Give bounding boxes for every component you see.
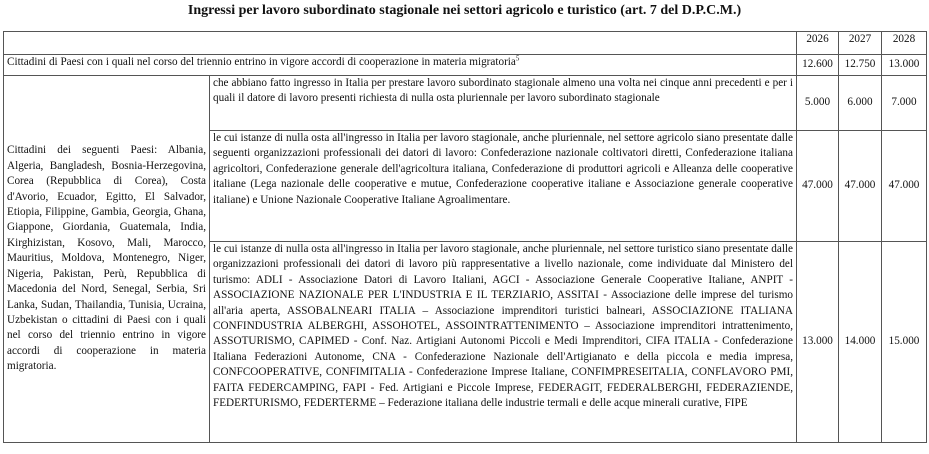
year-header-2027: 2027 [839,32,882,55]
header-empty-cell [4,32,797,55]
description-cell: che abbiano fatto ingresso in Italia per prestare lavoro subordinato stagionale almeno una volta nei cinque anni precedenti e per i quali il datore di lavoro presenti richiesta di nulla osta pluriennale per lavoro subordinato stagionale [210,76,797,131]
countries-list-cell: Cittadini dei seguenti Paesi: Albania, Algeria, Bangladesh, Bosnia-Herzegovina, Corea (Repubblica di Corea), Costa d'Avorio, Ecuador, Egitto, El Salvador, Etiopia, Filippine, Gambia, Georgia, Ghana, Giappone, Giordania, Guatemala, India, Kirghizistan, Kosovo, Mali, Marocco, Mauritius, Moldova, Montenegro, Niger, Nigeria, Pakistan, Perù, Repubblica di Macedonia del Nord, Senegal, Serbia, Sri Lanka, Sudan, Thailandia, Tunisia, Ucraina, Uzbekistan o cittadini di Paesi con i quali nel corso del triennio entrino in vigore accordi di cooperazione in materia migratoria. [4,76,210,443]
footnote-marker: 5 [515,54,520,63]
value-cell: 12.600 [797,55,839,76]
table-row [4,76,927,131]
value-cell: 15.000 [882,242,927,443]
value-cell: 13.000 [797,242,839,443]
value-cell: 47.000 [882,131,927,242]
quota-table [3,31,927,443]
year-header-2026: 2026 [797,32,839,55]
table-header-row [4,32,927,55]
description-cell: le cui istanze di nulla osta all'ingresso in Italia per lavoro stagionale, anche pluriennale, nel settore agricolo siano presentate dalle seguenti organizzazioni professionali dei datori di lavoro: Confederazione nazionale coltivatori diretti, Confederazione italiana agricoltori, Confederazione generale dell'agricoltura italiana, Confederazione di produttori agricoli e Alleanza delle cooperative italiane (Lega nazionale delle cooperative e mutue, Confederazione cooperative italiane e Associazione generale cooperative italiane) e Unione Nazionale Cooperative Italiane Agroalimentare. [210,131,797,242]
value-cell: 5.000 [797,76,839,131]
row-label-cooperation [4,55,797,76]
year-header-2028: 2028 [882,32,927,55]
value-cell: 47.000 [839,131,882,242]
value-cell: 47.000 [797,131,839,242]
value-cell: 14.000 [839,242,882,443]
document-title: Ingressi per lavoro subordinato stagionale nei settori agricolo e turistico (art. 7 del D.P.C.M.) [187,3,742,18]
row-label-text: Cittadini di Paesi con i quali nel corso del triennio entrino in vigore accordi di cooperazione in materia migratoria [7,56,516,68]
description-cell: le cui istanze di nulla osta all'ingresso in Italia per lavoro stagionale, anche pluriennale, nel settore turistico siano presentate dalle organizzazioni professionali dei datori di lavoro più rappresentative a livello nazionale, come individuate dal Ministero del turismo: ADLI - Associazione Datori di Lavoro Italiani, AGCI - Associazione Generale Cooperative Italiane, ANPIT - ASSOCIAZIONE NAZIONALE PER L'INDUSTRIA E IL TERZIARIO, ASSITAI - Associazione delle imprese del turismo all'aria aperta, ASSOBALNEARI ITALIA – Associazione imprenditori turistici balneari, ASSOCIAZIONE ITALIANA CONFINDUSTRIA ALBERGHI, ASSOHOTEL, ASSOINTRATTENIMENTO – Associazione imprenditori intrattenimento, ASSOTURISMO, CAPIMED - Conf. Naz. Artigiani Autonomi Piccoli e Medi Imprenditori, CIFA ITALIA - Confederazione Italiana Federazioni Autonome, CNA - Confederazione Nazionale dell'Artigianato e della piccola e media impresa, CONFCOOPERATIVE, CONFIMITALIA - Confederazione Imprese Italiane, CONFIMPRESEITALIA, CONFLAVORO PMI, FAITA FEDERCAMPING, FAPI - Fed. Artigiani e Piccole Imprese, FEDERAGIT, FEDERALBERGHI, FEDERAZIENDE, FEDERTURISMO, FEDERTERME – Federazione italiana delle industrie termali e delle acque minerali curative, FIPE [210,242,797,443]
table-row [4,55,927,76]
value-cell: 12.750 [839,55,882,76]
value-cell: 13.000 [882,55,927,76]
value-cell: 6.000 [839,76,882,131]
value-cell: 7.000 [882,76,927,131]
